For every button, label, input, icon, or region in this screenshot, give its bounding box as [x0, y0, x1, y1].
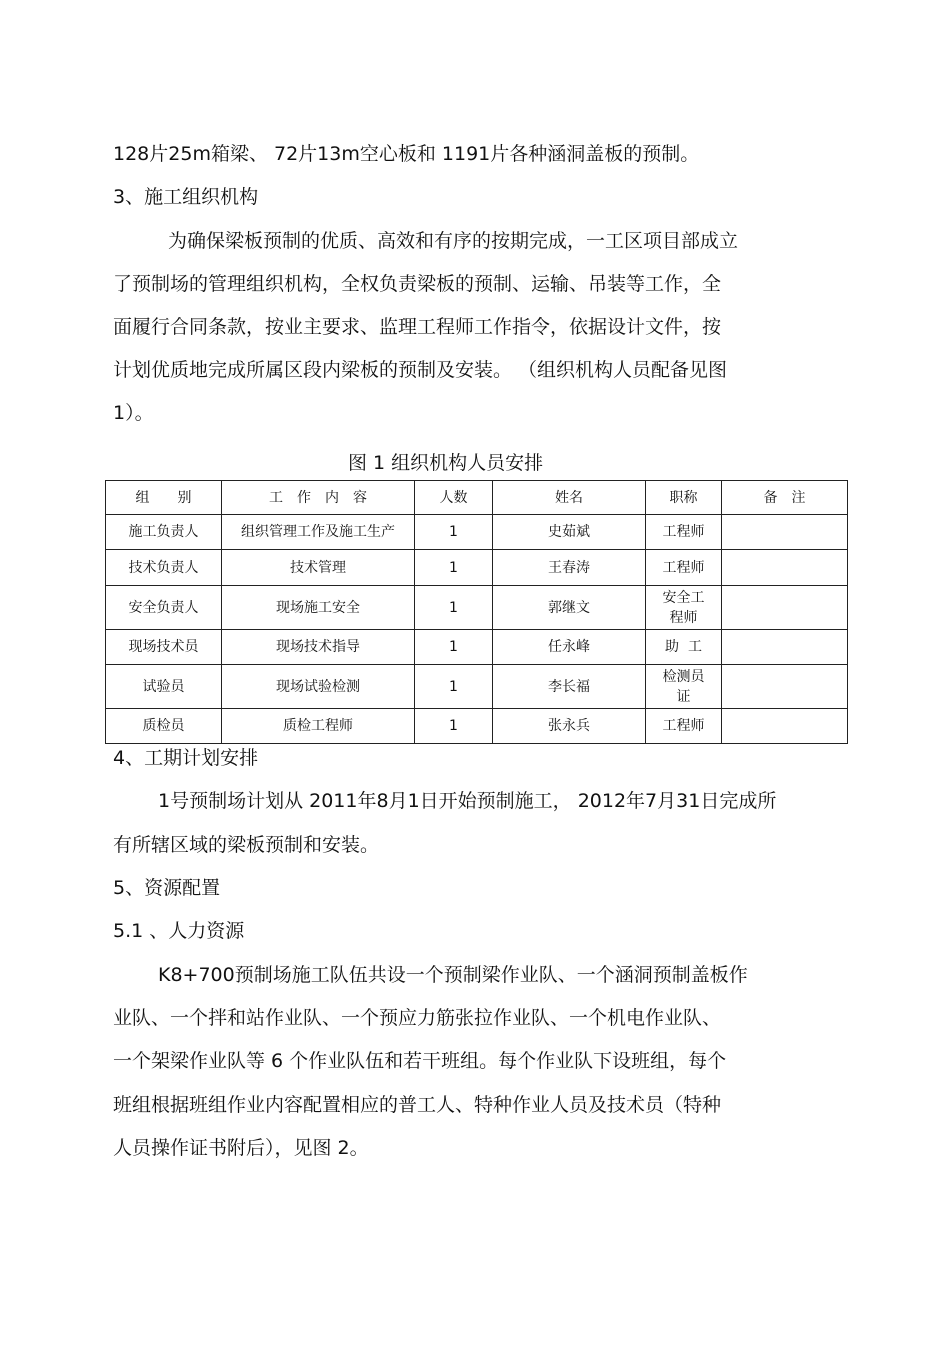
paragraph-organization-line: 面履行合同条款，按业主要求、监理工程师工作指令，依据设计文件，按	[113, 316, 722, 338]
column-header: 职称	[646, 481, 722, 515]
table-cell: 任永峰	[493, 630, 646, 665]
organization-table	[105, 480, 848, 744]
table-cell	[722, 586, 848, 630]
table-caption: 图 1 组织机构人员安排	[348, 452, 544, 474]
paragraph-schedule-line: 有所辖区域的梁板预制和安装。	[113, 834, 380, 856]
table-cell: 现场技术指导	[222, 630, 415, 665]
table-cell: 检测员 证	[646, 665, 722, 709]
column-header: 工 作 内 容	[222, 481, 415, 515]
table-cell: 技术管理	[222, 550, 415, 586]
table-cell	[722, 665, 848, 709]
table-row	[106, 630, 848, 665]
table-cell: 安全工 程师	[646, 586, 722, 630]
heading-human-resources: 5.1 、人力资源	[113, 920, 245, 942]
paragraph-teams-line: K8+700预制场施工队伍共设一个预制梁作业队、一个涵洞预制盖板作	[158, 964, 748, 986]
table-cell	[722, 630, 848, 665]
table-cell: 郭继文	[493, 586, 646, 630]
table-cell: 1	[415, 630, 493, 665]
paragraph-organization-line: 为确保梁板预制的优质、高效和有序的按期完成，一工区项目部成立	[168, 230, 739, 252]
paragraph-teams-line: 业队、一个拌和站作业队、一个预应力筋张拉作业队、一个机电作业队、	[113, 1007, 722, 1029]
table-cell: 工程师	[646, 515, 722, 550]
table-row	[106, 515, 848, 550]
table-cell: 施工负责人	[106, 515, 222, 550]
table-row	[106, 665, 848, 709]
paragraph-organization-line: 1）。	[113, 402, 154, 424]
table-cell: 王春涛	[493, 550, 646, 586]
table-cell: 1	[415, 665, 493, 709]
table-row	[106, 586, 848, 630]
column-header: 备 注	[722, 481, 848, 515]
table-cell	[722, 709, 848, 744]
table-cell: 现场试验检测	[222, 665, 415, 709]
paragraph-scope: 128片25m箱梁、 72片13m空心板和 1191片各种涵洞盖板的预制。	[113, 143, 700, 165]
table-header-row	[106, 481, 848, 515]
table-cell: 史茹斌	[493, 515, 646, 550]
table-cell	[722, 515, 848, 550]
table-cell: 助 工	[646, 630, 722, 665]
table-cell: 工程师	[646, 550, 722, 586]
paragraph-teams-line: 人员操作证书附后），见图 2。	[113, 1137, 369, 1159]
paragraph-organization-line: 了预制场的管理组织机构，全权负责梁板的预制、运输、吊装等工作，全	[113, 273, 722, 295]
table-cell: 试验员	[106, 665, 222, 709]
heading-resources: 5、资源配置	[113, 877, 221, 899]
column-header: 姓名	[493, 481, 646, 515]
table-cell: 工程师	[646, 709, 722, 744]
table-cell: 1	[415, 586, 493, 630]
table-row	[106, 550, 848, 586]
table-cell: 质检工程师	[222, 709, 415, 744]
table-cell: 质检员	[106, 709, 222, 744]
column-header: 人数	[415, 481, 493, 515]
paragraph-teams-line: 一个架梁作业队等 6 个作业队伍和若干班组。每个作业队下设班组，每个	[113, 1050, 727, 1072]
column-header: 组 别	[106, 481, 222, 515]
table-cell: 1	[415, 709, 493, 744]
paragraph-organization-line: 计划优质地完成所属区段内梁板的预制及安装。 （组织机构人员配备见图	[113, 359, 728, 381]
table-cell: 技术负责人	[106, 550, 222, 586]
table-cell: 李长福	[493, 665, 646, 709]
table-cell: 1	[415, 550, 493, 586]
table-cell: 张永兵	[493, 709, 646, 744]
table-cell: 安全负责人	[106, 586, 222, 630]
paragraph-teams-line: 班组根据班组作业内容配置相应的普工人、特种作业人员及技术员（特种	[113, 1094, 722, 1116]
heading-organization: 3、施工组织机构	[113, 186, 259, 208]
table-cell	[722, 550, 848, 586]
paragraph-schedule-line: 1号预制场计划从 2011年8月1日开始预制施工， 2012年7月31日完成所	[158, 790, 777, 812]
table-cell: 现场施工安全	[222, 586, 415, 630]
table-cell: 现场技术员	[106, 630, 222, 665]
table-cell: 1	[415, 515, 493, 550]
heading-schedule: 4、工期计划安排	[113, 747, 259, 769]
table-row	[106, 709, 848, 744]
table-cell: 组织管理工作及施工生产	[222, 515, 415, 550]
